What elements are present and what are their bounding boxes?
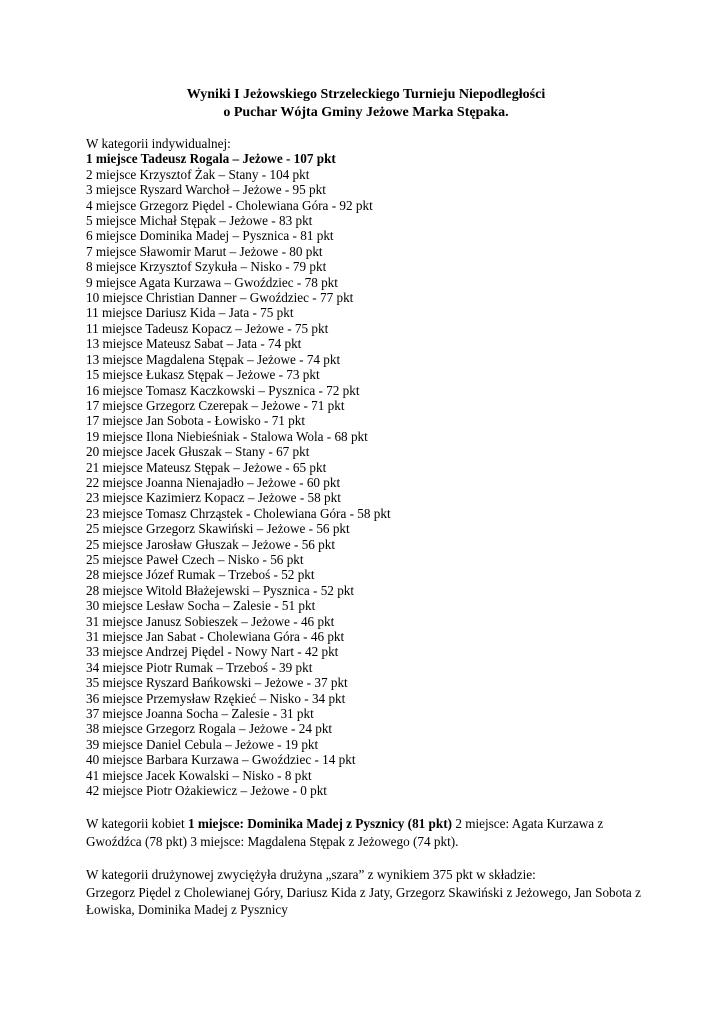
result-row: 37 miejsce Joanna Socha – Zalesie - 31 pkt: [86, 706, 314, 722]
team-category-paragraph: [86, 866, 646, 919]
result-row: 11 miejsce Dariusz Kida – Jata - 75 pkt: [86, 305, 294, 321]
result-row: 7 miejsce Sławomir Marut – Jeżowe - 80 pkt: [86, 243, 323, 259]
result-row: 39 miejsce Daniel Cebula – Jeżowe - 19 pkt: [86, 736, 319, 752]
result-row: 31 miejsce Janusz Sobieszek – Jeżowe - 46 pkt: [86, 613, 335, 629]
result-row: 5 miejsce Michał Stępak – Jeżowe - 83 pkt: [86, 213, 313, 229]
title-line-2: o Puchar Wójta Gminy Jeżowe Marka Stępaka.: [223, 105, 509, 120]
result-row: 9 miejsce Agata Kurzawa – Gwoździec - 78 pkt: [86, 274, 338, 290]
result-row: 4 miejsce Grzegorz Piędel - Cholewiana Góra - 92 pkt: [86, 197, 373, 213]
result-row: 22 miejsce Joanna Nienajadło – Jeżowe - 60 pkt: [86, 474, 341, 490]
result-row: 30 miejsce Lesław Socha – Zalesie - 51 pkt: [86, 598, 316, 614]
result-row: 31 miejsce Jan Sabat - Cholewiana Góra - 46 pkt: [86, 629, 345, 644]
result-row: 13 miejsce Magdalena Stępak – Jeżowe - 74 pkt: [86, 351, 341, 367]
result-row: 6 miejsce Dominika Madej – Pysznica - 81 pkt: [86, 228, 334, 244]
result-row: 25 miejsce Paweł Czech – Nisko - 56 pkt: [86, 551, 304, 567]
team-line-1: W kategorii drużynowej zwyciężyła drużyna „szara” z wynikiem 375 pkt w składzie:: [86, 867, 536, 883]
individual-results-list: [86, 151, 646, 798]
result-row: 13 miejsce Mateusz Sabat – Jata - 74 pkt: [86, 336, 302, 352]
result-row: 33 miejsce Andrzej Piędel - Nowy Nart - 42 pkt: [86, 644, 339, 660]
women-rest: 2 miejsce: Agata Kurzawa z Gwoźdźca (78 pkt) 3 miejsce: Magdalena Stępak z Jeżowego (74 pkt).: [86, 816, 604, 849]
result-row: 1 miejsce Tadeusz Rogala – Jeżowe - 107 pkt: [86, 151, 336, 167]
result-row: 11 miejsce Tadeusz Kopacz – Jeżowe - 75 pkt: [86, 320, 329, 336]
result-row: 16 miejsce Tomasz Kaczkowski – Pysznica - 72 pkt: [86, 382, 360, 398]
title-line-1: Wyniki I Jeżowskiego Strzeleckiego Turnieju Niepodległości: [186, 87, 546, 102]
result-row: 34 miejsce Piotr Rumak – Trzeboś - 39 pkt: [86, 659, 313, 675]
women-winner: 1 miejsce: Dominika Madej z Pysznicy (81 pkt): [187, 816, 453, 832]
result-row: 25 miejsce Grzegorz Skawiński – Jeżowe - 56 pkt: [86, 521, 350, 537]
result-row: 17 miejsce Grzegorz Czerepak – Jeżowe - 71 pkt: [86, 397, 345, 413]
result-row: 28 miejsce Witold Błażejewski – Pysznica - 52 pkt: [86, 582, 355, 598]
document-title: [0, 86, 724, 122]
result-row: 17 miejsce Jan Sobota - Łowisko - 71 pkt: [86, 413, 306, 429]
result-row: 36 miejsce Przemysław Rzękieć – Nisko - 34 pkt: [86, 690, 346, 706]
women-intro: W kategorii kobiet: [86, 816, 188, 832]
result-row: 10 miejsce Christian Danner – Gwoździec - 77 pkt: [86, 290, 354, 306]
result-row: 19 miejsce Ilona Niebieśniak - Stalowa Wola - 68 pkt: [86, 428, 368, 444]
result-row: 41 miejsce Jacek Kowalski – Nisko - 8 pkt: [86, 767, 312, 783]
result-row: 25 miejsce Jarosław Głuszak – Jeżowe - 56 pkt: [86, 536, 336, 552]
result-row: 40 miejsce Barbara Kurzawa – Gwoździec - 14 pkt: [86, 752, 356, 768]
team-line-2: Grzegorz Piędel z Cholewianej Góry, Dariusz Kida z Jaty, Grzegorz Skawiński z Jeżowego, Jan Sobota z Łowiska, Dominika Madej z Pysznicy: [86, 884, 641, 918]
result-row: 28 miejsce Józef Rumak – Trzeboś - 52 pkt: [86, 567, 315, 583]
result-row: 35 miejsce Ryszard Bańkowski – Jeżowe - 37 pkt: [86, 675, 348, 691]
result-row: 3 miejsce Ryszard Warchoł – Jeżowe - 95 pkt: [86, 182, 326, 198]
result-row: 23 miejsce Kazimierz Kopacz – Jeżowe - 58 pkt: [86, 490, 341, 506]
result-row: 42 miejsce Piotr Ożakiewicz – Jeżowe - 0 pkt: [86, 783, 327, 799]
result-row: 15 miejsce Łukasz Stępak – Jeżowe - 73 pkt: [86, 367, 320, 383]
result-row: 21 miejsce Mateusz Stępak – Jeżowe - 65 pkt: [86, 459, 327, 475]
result-row: 38 miejsce Grzegorz Rogala – Jeżowe - 24 pkt: [86, 721, 333, 737]
individual-category-heading: W kategorii indywidualnej:: [86, 136, 231, 151]
women-category-paragraph: [86, 815, 646, 850]
document-body: [86, 136, 646, 919]
result-row: 20 miejsce Jacek Głuszak – Stany - 67 pkt: [86, 444, 310, 460]
result-row: 2 miejsce Krzysztof Żak – Stany - 104 pkt: [86, 166, 310, 182]
result-row: 23 miejsce Tomasz Chrząstek - Cholewiana Góra - 58 pkt: [86, 505, 391, 521]
result-row: 8 miejsce Krzysztof Szykuła – Nisko - 79 pkt: [86, 259, 327, 275]
